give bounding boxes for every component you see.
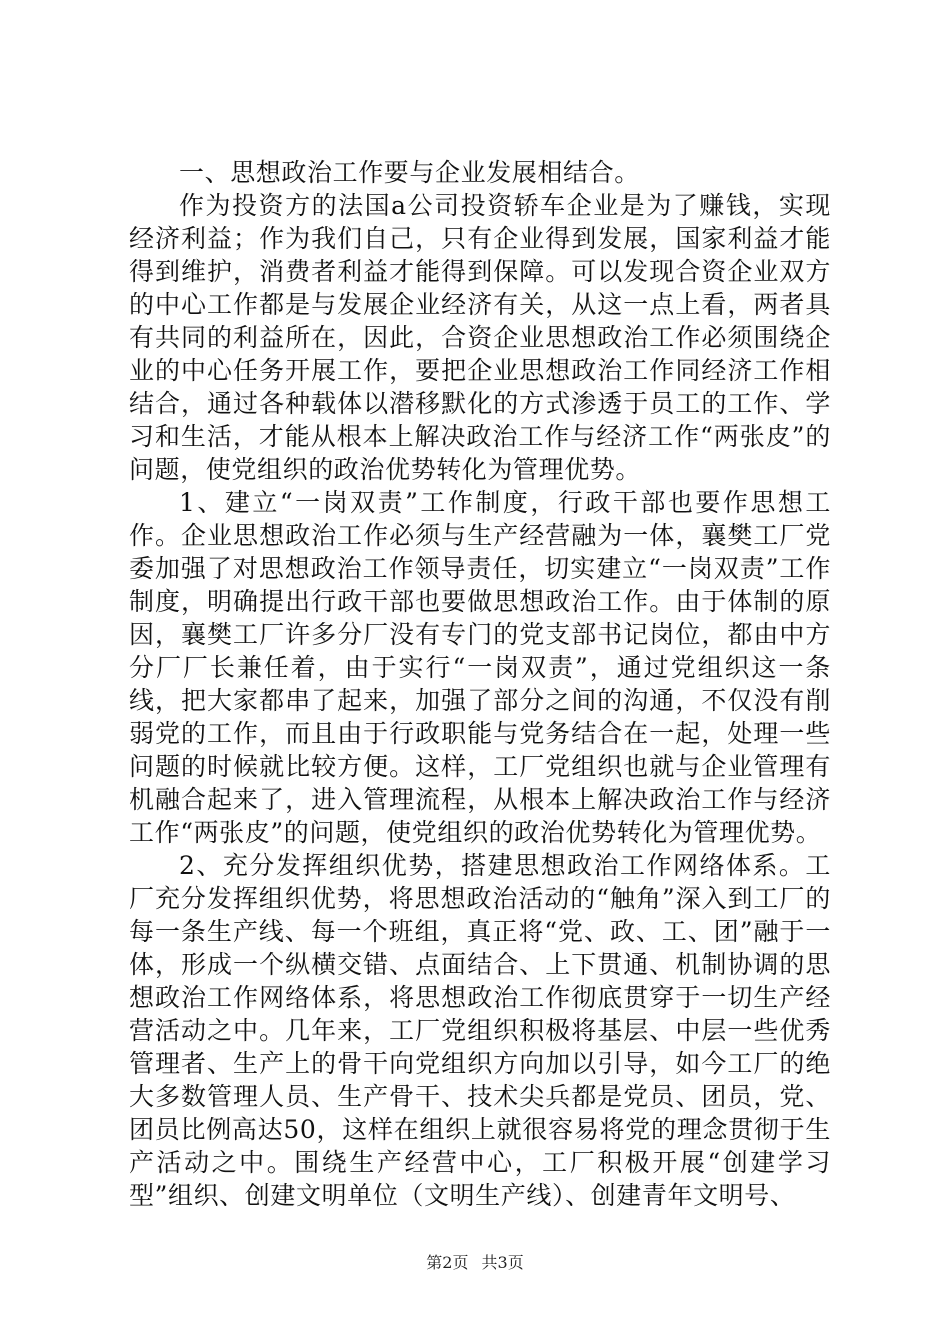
page-number: 第2页 [426, 1253, 469, 1272]
page-total: 共3页 [481, 1253, 524, 1272]
paragraph-intro: 作为投资方的法国a公司投资轿车企业是为了赚钱，实现经济利益；作为我们自己，只有企业得到发展，国家利益才能得到维护，消费者利益才能得到保障。可以发现合资企业双方的中心工作都是与发展企业经济有关，从这一点上看，两者具有共同的利益所在，因此，合资企业思想政治工作必须围绕企业的中心任务开展工作，要把企业思想政治工作同经济工作相结合，通过各种载体以潜移默化的方式渗透于员工的工作、学习和生活，才能从根本上解决政治工作与经济工作“两张皮”的问题，使党组织的政治优势转化为管理优势。 [129, 191, 831, 484]
paragraph-point-2: 2、充分发挥组织优势，搭建思想政治工作网络体系。工厂充分发挥组织优势，将思想政治活动的“触角”深入到工厂的每一条生产线、每一个班组，真正将“党、政、工、团”融于一体，形成一个纵横交错、点面结合、上下贯通、机制协调的思想政治工作网络体系，将思想政治工作彻底贯穿于一切生产经营活动之中。几年来，工厂党组织积极将基层、中层一些优秀管理者、生产上的骨干向党组织方向加以引导，如今工厂的绝大多数管理人员、生产骨干、技术尖兵都是党员、团员，党、团员比例高达50，这样在组织上就很容易将党的理念贯彻于生产活动之中。围绕生产经营中心，工厂积极开展“创建学习型”组织、创建文明单位（文明生产线）、创建青年文明号、 [129, 851, 831, 1210]
page-footer [0, 1253, 950, 1273]
paragraph-point-1: 1、建立“一岗双责”工作制度，行政干部也要作思想工作。企业思想政治工作必须与生产经营融为一体，襄樊工厂党委加强了对思想政治工作领导责任，切实建立“一岗双责”工作制度，明确提出行政干部也要做思想政治工作。由于体制的原因，襄樊工厂许多分厂没有专门的党支部书记岗位，都由中方分厂厂长兼任着，由于实行“一岗双责”，通过党组织这一条线，把大家都串了起来，加强了部分之间的沟通，不仅没有削弱党的工作，而且由于行政职能与党务结合在一起，处理一些问题的时候就比较方便。这样，工厂党组织也就与企业管理有机融合起来了，进入管理流程，从根本上解决政治工作与经济工作“两张皮”的问题，使党组织的政治优势转化为管理优势。 [129, 488, 831, 847]
section-heading: 一、思想政治工作要与企业发展相结合。 [179, 158, 640, 187]
document-body [129, 156, 831, 1212]
